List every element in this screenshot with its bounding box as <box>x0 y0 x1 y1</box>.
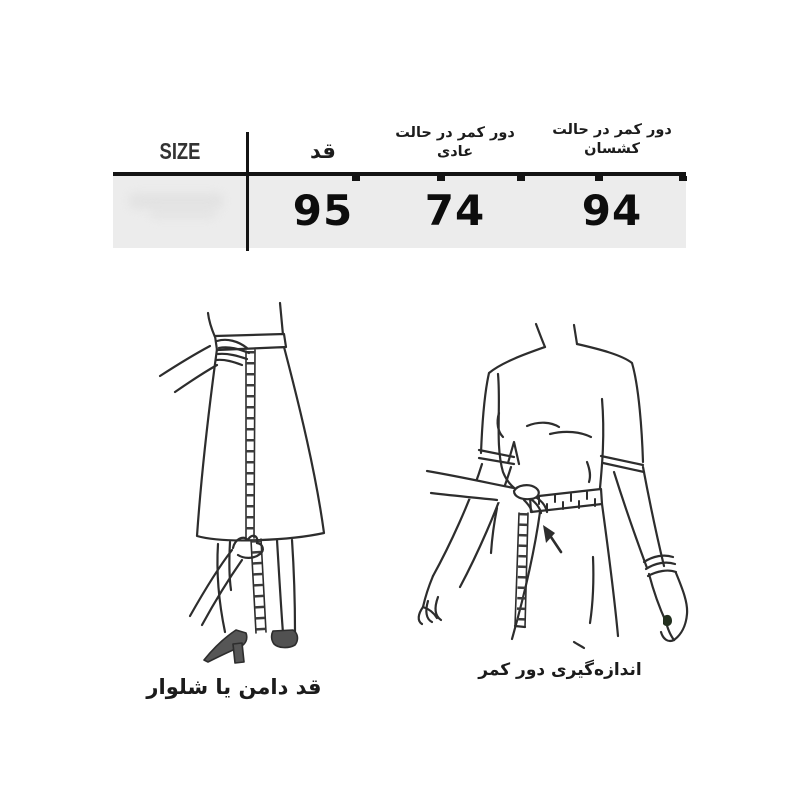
length-column-header: قد <box>310 139 336 163</box>
waist-normal-header-line1: دور کمر در حالت <box>395 125 515 141</box>
tape-end-upright <box>508 442 519 464</box>
skirt-torso-lines <box>208 303 283 337</box>
hanging-tape <box>515 513 528 627</box>
arrow-icon <box>543 525 561 552</box>
waist-stretch-header-line1: دور کمر در حالت <box>552 122 672 138</box>
waist-normal-value: 74 <box>424 186 486 235</box>
waist-stretch-column-header <box>532 121 692 159</box>
waist-normal-header-line2: عادی <box>436 144 474 160</box>
skirt-length-illustration <box>120 288 380 668</box>
figure-right-arm <box>614 467 687 641</box>
skirt-length-caption: قد دامن یا شلوار <box>146 675 322 699</box>
high-heel-shoes <box>204 630 297 663</box>
torso-outline <box>479 324 644 553</box>
size-column-header: SIZE <box>159 138 201 164</box>
table-rule-tick <box>517 176 525 181</box>
erased-size-value-smudge <box>128 193 224 209</box>
waist-normal-column-header <box>395 124 515 162</box>
skirt-outline <box>197 347 324 540</box>
waist-measure-caption: اندازه‌گیری دور کمر <box>478 660 642 680</box>
erased-size-value-smudge <box>150 209 216 218</box>
measuring-tape-lower <box>251 539 266 633</box>
waist-stretch-value: 94 <box>581 186 643 235</box>
waist-stretch-header-line2: کشسان <box>584 141 640 157</box>
length-value: 95 <box>292 186 354 235</box>
waist-measurement-illustration <box>400 295 700 670</box>
